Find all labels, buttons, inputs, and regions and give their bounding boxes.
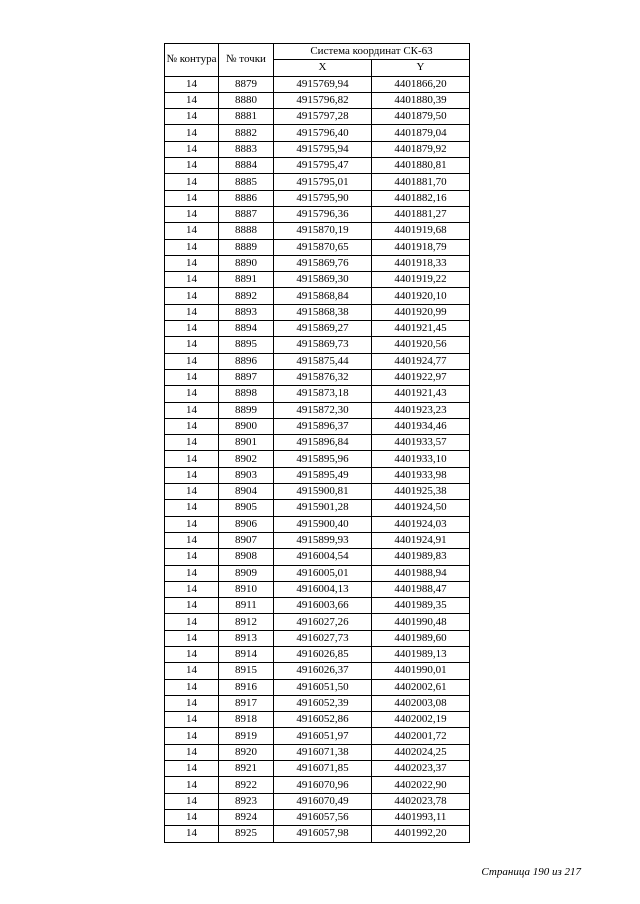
table-row xyxy=(165,484,470,500)
contour-cell: 14 xyxy=(165,76,219,92)
table-row xyxy=(165,744,470,760)
point-cell: 8896 xyxy=(219,353,274,369)
y-cell: 4401922,97 xyxy=(372,369,470,385)
y-cell: 4401921,45 xyxy=(372,321,470,337)
x-cell: 4916026,85 xyxy=(274,646,372,662)
table-row xyxy=(165,679,470,695)
x-cell: 4915870,65 xyxy=(274,239,372,255)
contour-cell: 14 xyxy=(165,158,219,174)
x-cell: 4916027,26 xyxy=(274,614,372,630)
x-cell: 4915869,73 xyxy=(274,337,372,353)
table-row xyxy=(165,206,470,222)
x-cell: 4915795,01 xyxy=(274,174,372,190)
x-cell: 4916052,86 xyxy=(274,712,372,728)
table-row xyxy=(165,663,470,679)
y-cell: 4401924,77 xyxy=(372,353,470,369)
contour-cell: 14 xyxy=(165,712,219,728)
table-row xyxy=(165,516,470,532)
table-row xyxy=(165,646,470,662)
y-cell: 4401881,27 xyxy=(372,206,470,222)
x-cell: 4916057,56 xyxy=(274,809,372,825)
contour-cell: 14 xyxy=(165,435,219,451)
x-cell: 4916005,01 xyxy=(274,565,372,581)
x-cell: 4915896,37 xyxy=(274,418,372,434)
contour-cell: 14 xyxy=(165,255,219,271)
x-cell: 4915900,40 xyxy=(274,516,372,532)
y-cell: 4402024,25 xyxy=(372,744,470,760)
contour-cell: 14 xyxy=(165,321,219,337)
y-cell: 4401988,94 xyxy=(372,565,470,581)
x-cell: 4915869,76 xyxy=(274,255,372,271)
point-cell: 8909 xyxy=(219,565,274,581)
contour-cell: 14 xyxy=(165,761,219,777)
y-cell: 4401882,16 xyxy=(372,190,470,206)
x-cell: 4916004,13 xyxy=(274,581,372,597)
y-cell: 4401989,83 xyxy=(372,549,470,565)
point-cell: 8901 xyxy=(219,435,274,451)
point-cell: 8888 xyxy=(219,223,274,239)
header-coordinate-system: Система координат СК-63 xyxy=(274,44,470,60)
contour-cell: 14 xyxy=(165,206,219,222)
x-cell: 4916052,39 xyxy=(274,695,372,711)
point-cell: 8923 xyxy=(219,793,274,809)
point-cell: 8925 xyxy=(219,826,274,842)
y-cell: 4401925,38 xyxy=(372,484,470,500)
y-cell: 4401992,20 xyxy=(372,826,470,842)
contour-cell: 14 xyxy=(165,581,219,597)
y-cell: 4401919,68 xyxy=(372,223,470,239)
y-cell: 4401989,13 xyxy=(372,646,470,662)
table-row xyxy=(165,76,470,92)
table-row xyxy=(165,239,470,255)
table-row xyxy=(165,728,470,744)
y-cell: 4402001,72 xyxy=(372,728,470,744)
x-cell: 4915869,27 xyxy=(274,321,372,337)
contour-cell: 14 xyxy=(165,272,219,288)
x-cell: 4916004,54 xyxy=(274,549,372,565)
y-cell: 4401880,81 xyxy=(372,158,470,174)
contour-cell: 14 xyxy=(165,369,219,385)
table-row xyxy=(165,630,470,646)
x-cell: 4915901,28 xyxy=(274,500,372,516)
table-row xyxy=(165,549,470,565)
contour-cell: 14 xyxy=(165,386,219,402)
table-row xyxy=(165,223,470,239)
x-cell: 4915875,44 xyxy=(274,353,372,369)
y-cell: 4401879,92 xyxy=(372,141,470,157)
contour-cell: 14 xyxy=(165,728,219,744)
point-cell: 8920 xyxy=(219,744,274,760)
contour-cell: 14 xyxy=(165,598,219,614)
point-cell: 8924 xyxy=(219,809,274,825)
contour-cell: 14 xyxy=(165,92,219,108)
y-cell: 4401933,98 xyxy=(372,467,470,483)
point-cell: 8919 xyxy=(219,728,274,744)
x-cell: 4915769,94 xyxy=(274,76,372,92)
point-cell: 8886 xyxy=(219,190,274,206)
table-row xyxy=(165,581,470,597)
point-cell: 8887 xyxy=(219,206,274,222)
point-cell: 8908 xyxy=(219,549,274,565)
table-row xyxy=(165,125,470,141)
table-row xyxy=(165,565,470,581)
point-cell: 8895 xyxy=(219,337,274,353)
table-row xyxy=(165,158,470,174)
x-cell: 4916071,85 xyxy=(274,761,372,777)
point-cell: 8922 xyxy=(219,777,274,793)
table-row xyxy=(165,141,470,157)
contour-cell: 14 xyxy=(165,467,219,483)
point-cell: 8917 xyxy=(219,695,274,711)
point-cell: 8903 xyxy=(219,467,274,483)
y-cell: 4401879,04 xyxy=(372,125,470,141)
contour-cell: 14 xyxy=(165,532,219,548)
y-cell: 4401920,56 xyxy=(372,337,470,353)
table-row xyxy=(165,190,470,206)
contour-cell: 14 xyxy=(165,125,219,141)
point-cell: 8911 xyxy=(219,598,274,614)
table-row xyxy=(165,451,470,467)
point-cell: 8892 xyxy=(219,288,274,304)
y-cell: 4401866,20 xyxy=(372,76,470,92)
y-cell: 4402023,37 xyxy=(372,761,470,777)
point-cell: 8910 xyxy=(219,581,274,597)
y-cell: 4401934,46 xyxy=(372,418,470,434)
table-row xyxy=(165,598,470,614)
x-cell: 4915870,19 xyxy=(274,223,372,239)
contour-cell: 14 xyxy=(165,223,219,239)
x-cell: 4915900,81 xyxy=(274,484,372,500)
table-header-row xyxy=(165,44,470,60)
y-cell: 4401993,11 xyxy=(372,809,470,825)
point-cell: 8889 xyxy=(219,239,274,255)
point-cell: 8916 xyxy=(219,679,274,695)
y-cell: 4402003,08 xyxy=(372,695,470,711)
contour-cell: 14 xyxy=(165,190,219,206)
x-cell: 4915895,96 xyxy=(274,451,372,467)
x-cell: 4916026,37 xyxy=(274,663,372,679)
contour-cell: 14 xyxy=(165,646,219,662)
x-cell: 4916070,49 xyxy=(274,793,372,809)
header-contour-no: № контура xyxy=(165,44,219,77)
x-cell: 4916003,66 xyxy=(274,598,372,614)
point-cell: 8883 xyxy=(219,141,274,157)
contour-cell: 14 xyxy=(165,777,219,793)
y-cell: 4401924,50 xyxy=(372,500,470,516)
y-cell: 4401933,57 xyxy=(372,435,470,451)
table-row xyxy=(165,288,470,304)
contour-cell: 14 xyxy=(165,402,219,418)
y-cell: 4401920,10 xyxy=(372,288,470,304)
point-cell: 8882 xyxy=(219,125,274,141)
y-cell: 4401919,22 xyxy=(372,272,470,288)
table-row xyxy=(165,761,470,777)
contour-cell: 14 xyxy=(165,826,219,842)
x-cell: 4916057,98 xyxy=(274,826,372,842)
contour-cell: 14 xyxy=(165,793,219,809)
table-row xyxy=(165,777,470,793)
point-cell: 8918 xyxy=(219,712,274,728)
x-cell: 4915873,18 xyxy=(274,386,372,402)
table-row xyxy=(165,304,470,320)
x-cell: 4915796,36 xyxy=(274,206,372,222)
point-cell: 8913 xyxy=(219,630,274,646)
x-cell: 4915895,49 xyxy=(274,467,372,483)
contour-cell: 14 xyxy=(165,663,219,679)
point-cell: 8915 xyxy=(219,663,274,679)
contour-cell: 14 xyxy=(165,695,219,711)
point-cell: 8891 xyxy=(219,272,274,288)
header-y: Y xyxy=(372,60,470,76)
y-cell: 4401880,39 xyxy=(372,92,470,108)
contour-cell: 14 xyxy=(165,353,219,369)
x-cell: 4916070,96 xyxy=(274,777,372,793)
x-cell: 4915796,40 xyxy=(274,125,372,141)
y-cell: 4401924,03 xyxy=(372,516,470,532)
x-cell: 4915868,38 xyxy=(274,304,372,320)
coordinates-table xyxy=(164,43,470,843)
table-row xyxy=(165,109,470,125)
y-cell: 4401921,43 xyxy=(372,386,470,402)
contour-cell: 14 xyxy=(165,809,219,825)
table-row xyxy=(165,321,470,337)
y-cell: 4401918,79 xyxy=(372,239,470,255)
point-cell: 8904 xyxy=(219,484,274,500)
contour-cell: 14 xyxy=(165,304,219,320)
y-cell: 4401989,60 xyxy=(372,630,470,646)
y-cell: 4401933,10 xyxy=(372,451,470,467)
table-row xyxy=(165,614,470,630)
x-cell: 4916051,97 xyxy=(274,728,372,744)
table-row xyxy=(165,532,470,548)
contour-cell: 14 xyxy=(165,614,219,630)
contour-cell: 14 xyxy=(165,549,219,565)
point-cell: 8899 xyxy=(219,402,274,418)
y-cell: 4402023,78 xyxy=(372,793,470,809)
y-cell: 4401988,47 xyxy=(372,581,470,597)
point-cell: 8912 xyxy=(219,614,274,630)
point-cell: 8879 xyxy=(219,76,274,92)
point-cell: 8900 xyxy=(219,418,274,434)
page-number: Страница 190 из 217 xyxy=(481,866,581,878)
point-cell: 8885 xyxy=(219,174,274,190)
table-body xyxy=(165,76,470,842)
table-row xyxy=(165,369,470,385)
x-cell: 4915797,28 xyxy=(274,109,372,125)
point-cell: 8893 xyxy=(219,304,274,320)
point-cell: 8902 xyxy=(219,451,274,467)
contour-cell: 14 xyxy=(165,679,219,695)
table-row xyxy=(165,272,470,288)
contour-cell: 14 xyxy=(165,451,219,467)
table-row xyxy=(165,826,470,842)
contour-cell: 14 xyxy=(165,288,219,304)
y-cell: 4402022,90 xyxy=(372,777,470,793)
contour-cell: 14 xyxy=(165,565,219,581)
y-cell: 4401990,01 xyxy=(372,663,470,679)
point-cell: 8894 xyxy=(219,321,274,337)
x-cell: 4915868,84 xyxy=(274,288,372,304)
y-cell: 4402002,61 xyxy=(372,679,470,695)
contour-cell: 14 xyxy=(165,418,219,434)
contour-cell: 14 xyxy=(165,141,219,157)
point-cell: 8890 xyxy=(219,255,274,271)
x-cell: 4915795,90 xyxy=(274,190,372,206)
point-cell: 8906 xyxy=(219,516,274,532)
table-row xyxy=(165,793,470,809)
x-cell: 4915896,84 xyxy=(274,435,372,451)
point-cell: 8880 xyxy=(219,92,274,108)
table-row xyxy=(165,809,470,825)
table-row xyxy=(165,435,470,451)
contour-cell: 14 xyxy=(165,500,219,516)
table-row xyxy=(165,92,470,108)
x-cell: 4915876,32 xyxy=(274,369,372,385)
table-row xyxy=(165,467,470,483)
table-row xyxy=(165,418,470,434)
point-cell: 8907 xyxy=(219,532,274,548)
x-cell: 4916027,73 xyxy=(274,630,372,646)
point-cell: 8921 xyxy=(219,761,274,777)
point-cell: 8914 xyxy=(219,646,274,662)
y-cell: 4401920,99 xyxy=(372,304,470,320)
x-cell: 4915795,47 xyxy=(274,158,372,174)
y-cell: 4401989,35 xyxy=(372,598,470,614)
table-row xyxy=(165,255,470,271)
x-cell: 4915795,94 xyxy=(274,141,372,157)
y-cell: 4401923,23 xyxy=(372,402,470,418)
table-row xyxy=(165,174,470,190)
header-point-no: № точки xyxy=(219,44,274,77)
y-cell: 4402002,19 xyxy=(372,712,470,728)
contour-cell: 14 xyxy=(165,744,219,760)
x-cell: 4915869,30 xyxy=(274,272,372,288)
table-row xyxy=(165,337,470,353)
contour-cell: 14 xyxy=(165,109,219,125)
contour-cell: 14 xyxy=(165,484,219,500)
point-cell: 8905 xyxy=(219,500,274,516)
point-cell: 8884 xyxy=(219,158,274,174)
x-cell: 4915899,93 xyxy=(274,532,372,548)
table-row xyxy=(165,695,470,711)
header-x: X xyxy=(274,60,372,76)
point-cell: 8898 xyxy=(219,386,274,402)
point-cell: 8881 xyxy=(219,109,274,125)
y-cell: 4401918,33 xyxy=(372,255,470,271)
table-row xyxy=(165,386,470,402)
contour-cell: 14 xyxy=(165,630,219,646)
x-cell: 4915796,82 xyxy=(274,92,372,108)
point-cell: 8897 xyxy=(219,369,274,385)
y-cell: 4401879,50 xyxy=(372,109,470,125)
y-cell: 4401990,48 xyxy=(372,614,470,630)
table-row xyxy=(165,712,470,728)
contour-cell: 14 xyxy=(165,239,219,255)
x-cell: 4915872,30 xyxy=(274,402,372,418)
table-row xyxy=(165,500,470,516)
y-cell: 4401881,70 xyxy=(372,174,470,190)
y-cell: 4401924,91 xyxy=(372,532,470,548)
contour-cell: 14 xyxy=(165,516,219,532)
table-row xyxy=(165,402,470,418)
table-row xyxy=(165,353,470,369)
x-cell: 4916071,38 xyxy=(274,744,372,760)
contour-cell: 14 xyxy=(165,174,219,190)
x-cell: 4916051,50 xyxy=(274,679,372,695)
contour-cell: 14 xyxy=(165,337,219,353)
